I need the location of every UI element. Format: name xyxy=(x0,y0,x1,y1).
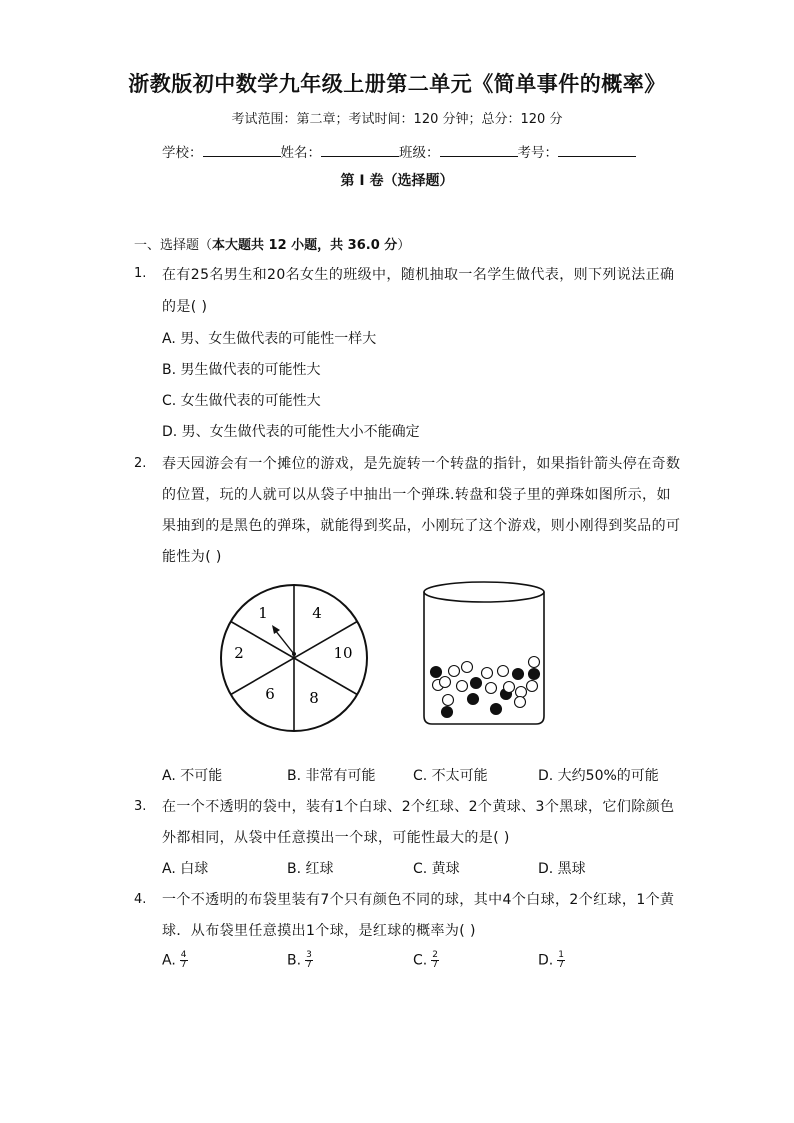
question-2-option-c[interactable]: C. 不太可能 xyxy=(413,768,488,784)
white-marble xyxy=(462,662,473,673)
class-blank[interactable] xyxy=(440,142,518,157)
spinner-number: 8 xyxy=(309,689,319,707)
spinner-number: 10 xyxy=(333,644,353,662)
exam-number-label: 考号： xyxy=(517,145,558,161)
black-marble xyxy=(431,667,442,678)
question-3-option-c[interactable]: C. 黄球 xyxy=(413,861,460,877)
section-detail: 本大题共 12 小题，共 36.0 分 xyxy=(212,238,398,253)
question-1-number: 1. xyxy=(134,266,147,281)
fraction xyxy=(180,951,188,970)
denominator: 7 xyxy=(306,960,312,970)
question-2-option-b[interactable]: B. 非常有可能 xyxy=(287,768,376,784)
fraction xyxy=(305,951,313,970)
section-label: 一、选择题（ xyxy=(134,238,213,253)
spinner-pointer xyxy=(275,630,294,654)
question-2-line-2: 的位置，玩的人就可以从袋子中抽出一个弹珠.转盘和袋子里的弹珠如图所示，如 xyxy=(162,487,671,503)
question-2-option-d[interactable]: D. 大约50%的可能 xyxy=(538,768,659,784)
white-marble xyxy=(515,697,526,708)
question-2-line-1: 春天园游会有一个摊位的游戏，是先旋转一个转盘的指针，如果指针箭头停在奇数 xyxy=(162,456,681,472)
question-1-line-1: 在有25名男生和20名女生的班级中，随机抽取一名学生做代表，则下列说法正确 xyxy=(162,267,675,283)
question-4-number: 4. xyxy=(134,892,147,907)
question-1-option-d[interactable]: D. 男、女生做代表的可能性大小不能确定 xyxy=(162,424,420,440)
question-3-option-d[interactable]: D. 黑球 xyxy=(538,861,586,877)
question-4-line-2: 球．从布袋里任意摸出1个球，是红球的概率为( ) xyxy=(162,923,476,939)
school-blank[interactable] xyxy=(203,142,281,157)
spinner-number: 4 xyxy=(312,604,322,622)
option-label: B. xyxy=(287,952,302,969)
student-info-fields xyxy=(162,141,636,161)
numerator: 2 xyxy=(432,950,438,960)
numerator: 4 xyxy=(180,950,187,960)
white-marble xyxy=(516,687,527,698)
white-marble xyxy=(449,666,460,677)
white-marble xyxy=(440,677,451,688)
denominator: 7 xyxy=(180,960,187,970)
class-label: 班级： xyxy=(399,145,440,161)
exam-number-blank[interactable] xyxy=(558,142,636,157)
school-label: 学校： xyxy=(162,145,203,161)
denominator: 7 xyxy=(432,960,438,970)
white-marble xyxy=(504,682,515,693)
white-marble xyxy=(443,695,454,706)
white-marble xyxy=(529,657,540,668)
question-2-number: 2. xyxy=(134,456,147,471)
white-marble xyxy=(486,683,497,694)
spinner-number: 1 xyxy=(258,604,268,622)
volume-heading: 第 I 卷（选择题） xyxy=(340,173,454,189)
question-1-option-c[interactable]: C. 女生做代表的可能性大 xyxy=(162,393,321,409)
question-2-line-4: 能性为( ) xyxy=(162,549,222,565)
spinner-figure xyxy=(214,578,374,738)
jar-body xyxy=(424,592,544,724)
black-marble xyxy=(513,669,524,680)
question-4-option-b[interactable] xyxy=(287,951,313,970)
white-marble xyxy=(498,666,509,677)
question-4-line-1: 一个不透明的布袋里装有7个只有颜色不同的球，其中4个白球，2个红球，1个黄 xyxy=(162,892,675,908)
page-title: 浙教版初中数学九年级上册第二单元《简单事件的概率》 xyxy=(128,71,666,96)
marble-jar-figure xyxy=(418,578,550,728)
numerator: 3 xyxy=(306,950,312,960)
question-3-option-b[interactable]: B. 红球 xyxy=(287,861,334,877)
question-2-line-3: 果抽到的是黑色的弹珠，就能得到奖品，小刚玩了这个游戏，则小刚得到奖品的可 xyxy=(162,518,681,534)
question-1-option-a[interactable]: A. 男、女生做代表的可能性一样大 xyxy=(162,331,377,347)
question-4-option-c[interactable] xyxy=(413,951,439,970)
white-marble xyxy=(482,668,493,679)
denominator: 7 xyxy=(558,960,564,970)
name-label: 姓名： xyxy=(280,145,321,161)
fraction xyxy=(557,951,565,970)
option-label: A. xyxy=(162,952,176,969)
question-4-option-d[interactable] xyxy=(538,951,565,970)
option-label: D. xyxy=(538,952,554,969)
spinner-number: 2 xyxy=(234,644,244,662)
question-2-option-a[interactable]: A. 不可能 xyxy=(162,768,223,784)
black-marble xyxy=(468,694,479,705)
fraction xyxy=(431,951,439,970)
name-blank[interactable] xyxy=(321,142,399,157)
question-3-number: 3. xyxy=(134,799,147,814)
spinner-pivot xyxy=(292,652,296,656)
black-marble xyxy=(491,704,502,715)
question-3-option-a[interactable]: A. 白球 xyxy=(162,861,209,877)
question-4-option-a[interactable] xyxy=(162,951,188,970)
exam-info: 考试范围：第二章；考试时间：120 分钟；总分：120 分 xyxy=(231,112,563,127)
black-marble xyxy=(471,678,482,689)
jar-rim xyxy=(424,582,544,602)
spinner-arrowhead xyxy=(272,625,280,634)
white-marble xyxy=(527,681,538,692)
question-3-line-1: 在一个不透明的袋中，装有1个白球、2个红球、2个黄球、3个黑球，它们除颜色 xyxy=(162,799,675,815)
white-marble xyxy=(457,681,468,692)
black-marble xyxy=(529,669,540,680)
black-marble xyxy=(442,707,453,718)
option-label: C. xyxy=(413,952,428,969)
numerator: 1 xyxy=(558,950,564,960)
section-heading xyxy=(134,234,410,253)
spinner-number: 6 xyxy=(265,685,275,703)
question-1-line-2: 的是( ) xyxy=(162,299,208,315)
question-1-option-b[interactable]: B. 男生做代表的可能性大 xyxy=(162,362,321,378)
question-3-line-2: 外都相同，从袋中任意摸出一个球，可能性最大的是( ) xyxy=(162,830,510,846)
section-end: ） xyxy=(397,238,411,253)
